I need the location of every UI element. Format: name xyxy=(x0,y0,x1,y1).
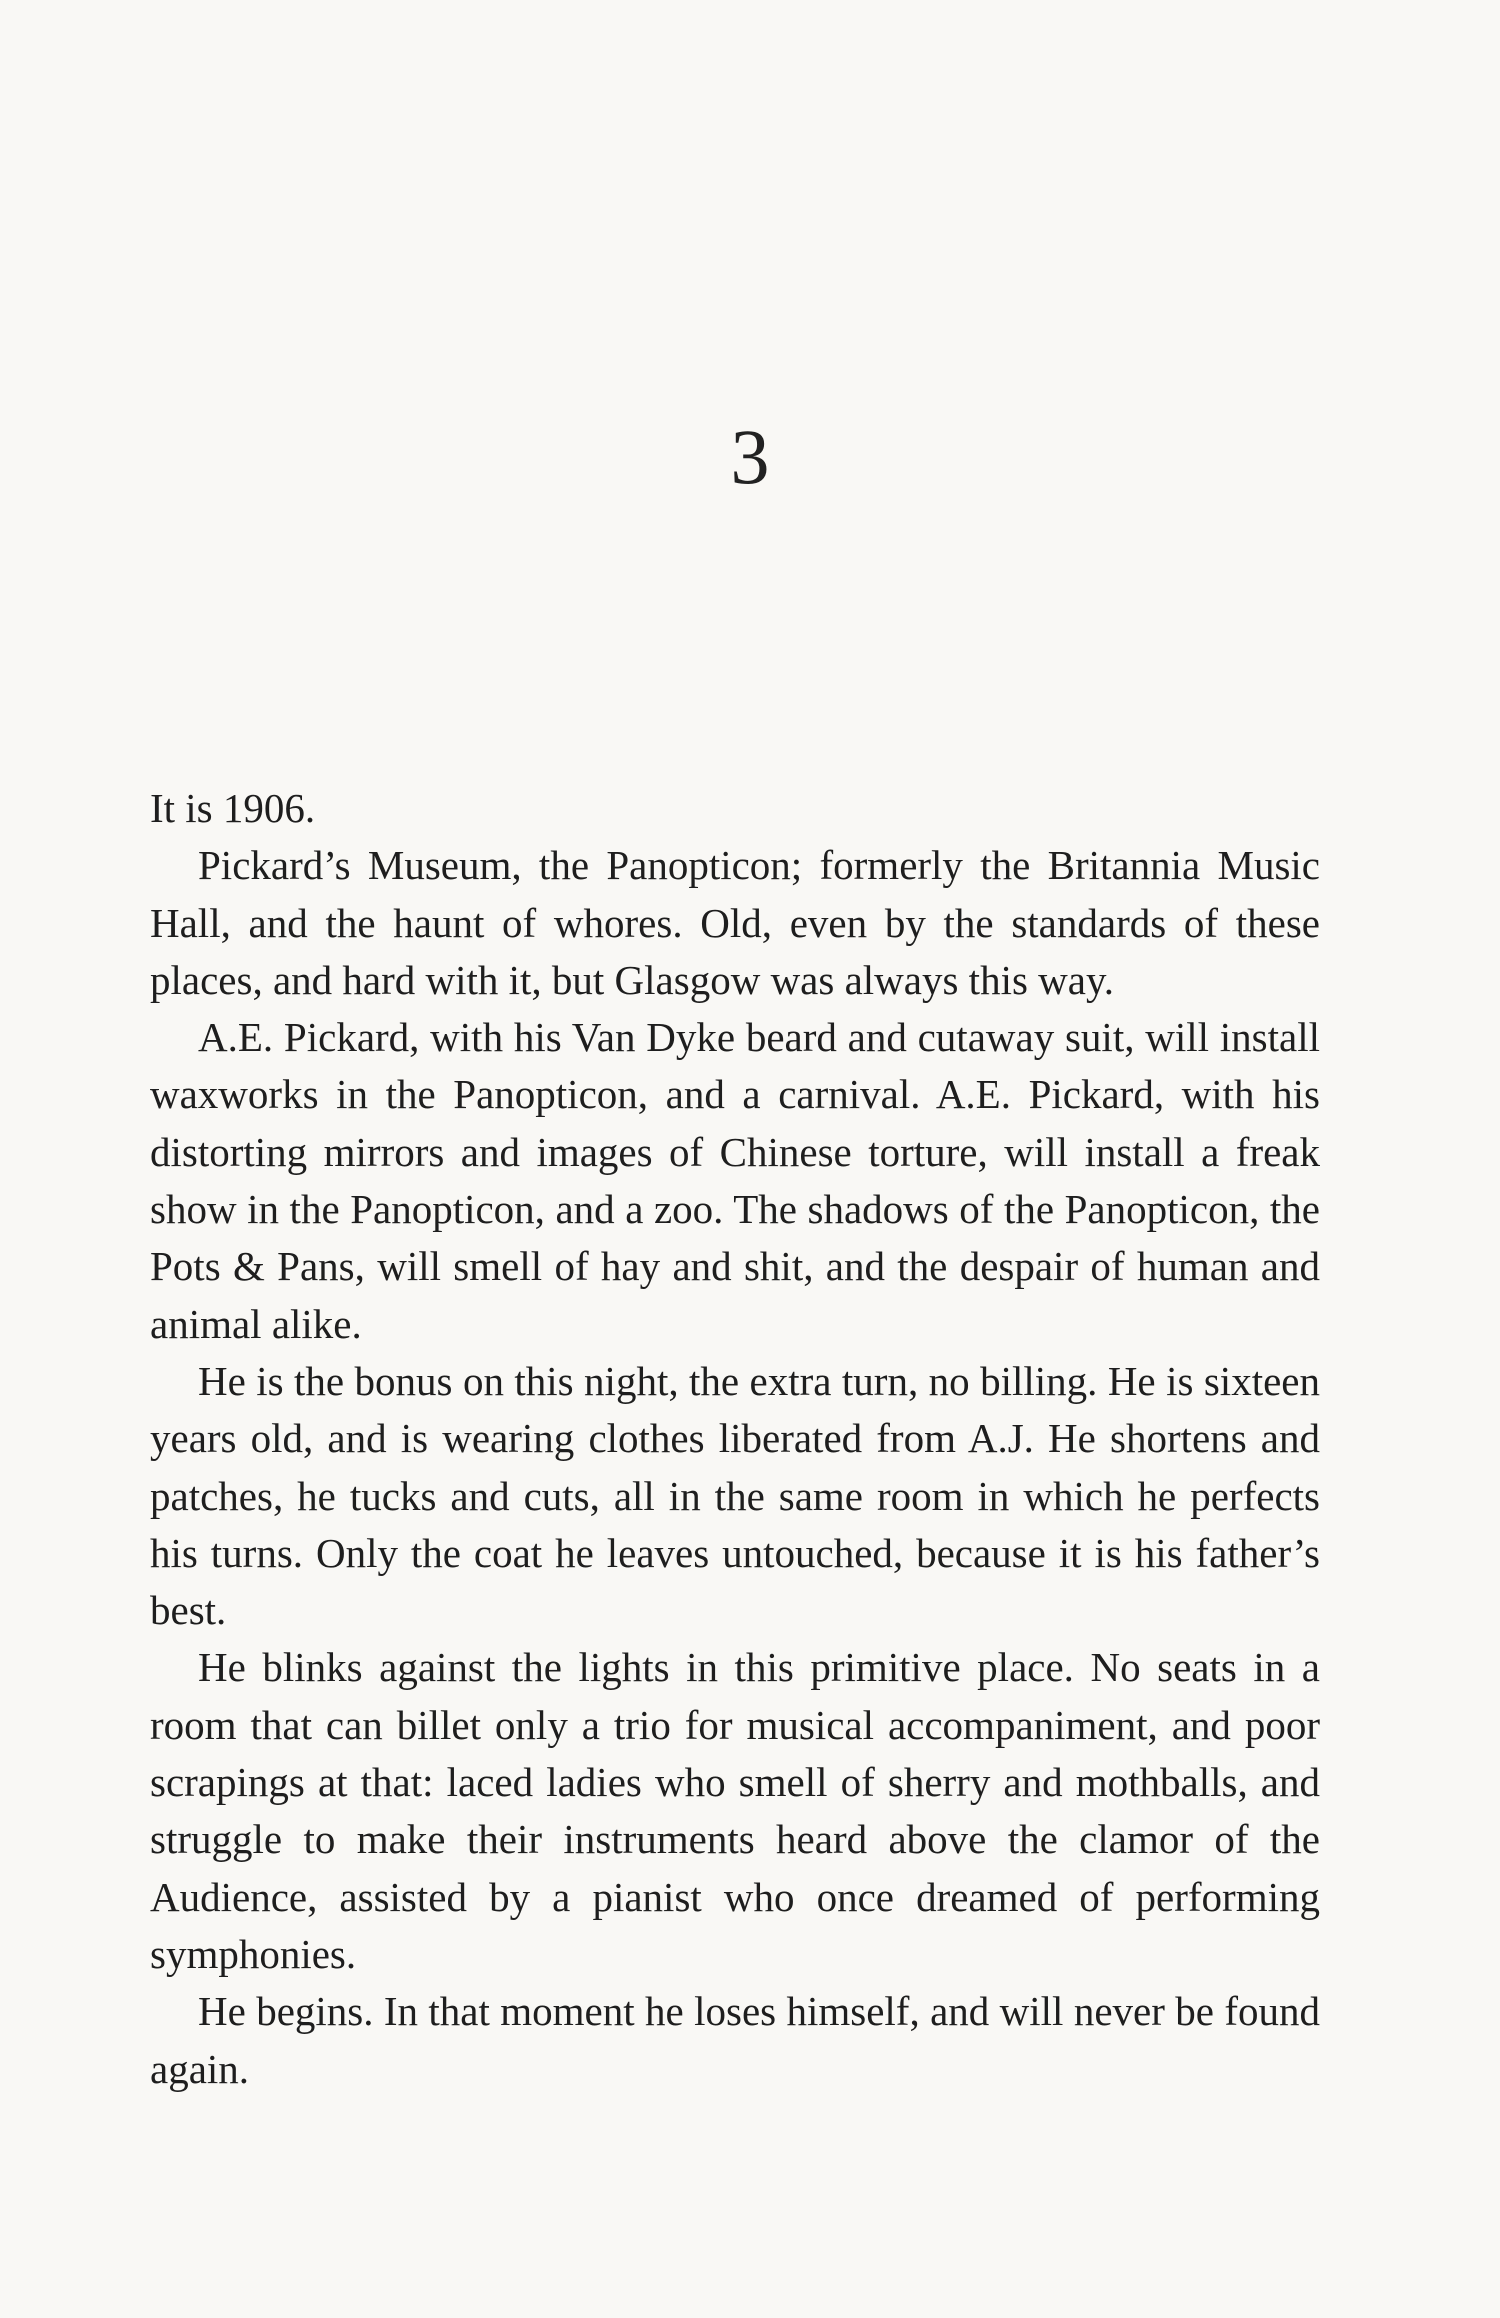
chapter-body xyxy=(150,780,1320,2098)
paragraph-begins: He begins. In that moment he loses himself, and will never be found again. xyxy=(150,1988,1320,2092)
paragraph-pickard: A.E. Pickard, with his Van Dyke beard and cutaway suit, will install waxworks in the Panopticon, and a carnival. A.E. Pickard, with his distorting mirrors and images of Chinese torture, will install a freak show in the Panopticon, and a zoo. The shadows of the Panopticon, the Pots & Pans, will smell of hay and shit, and the despair of human and animal alike. xyxy=(150,1014,1320,1347)
paragraph-lights: He blinks against the lights in this primitive place. No seats in a room that can billet only a trio for musical accompaniment, and poor scrapings at that: laced ladies who smell of sherry and mothballs, and struggle to make their instruments heard above the clamor of the Audience, assisted by a pianist who once dreamed of performing symphonies. xyxy=(150,1644,1320,1977)
paragraph-year: It is 1906. xyxy=(150,785,316,831)
paragraph-museum: Pickard’s Museum, the Panopticon; formerly the Britannia Music Hall, and the haunt of whores. Old, even by the standards of these places, and hard with it, but Glasgow was always this way. xyxy=(150,842,1320,1003)
chapter-number: 3 xyxy=(730,413,770,500)
paragraph-bonus: He is the bonus on this night, the extra turn, no billing. He is sixteen years old, and is wearing clothes liberated from A.J. He shortens and patches, he tucks and cuts, all in the same room in which he perfects his turns. Only the coat he leaves untouched, because it is his father’s best. xyxy=(150,1357,1320,1634)
